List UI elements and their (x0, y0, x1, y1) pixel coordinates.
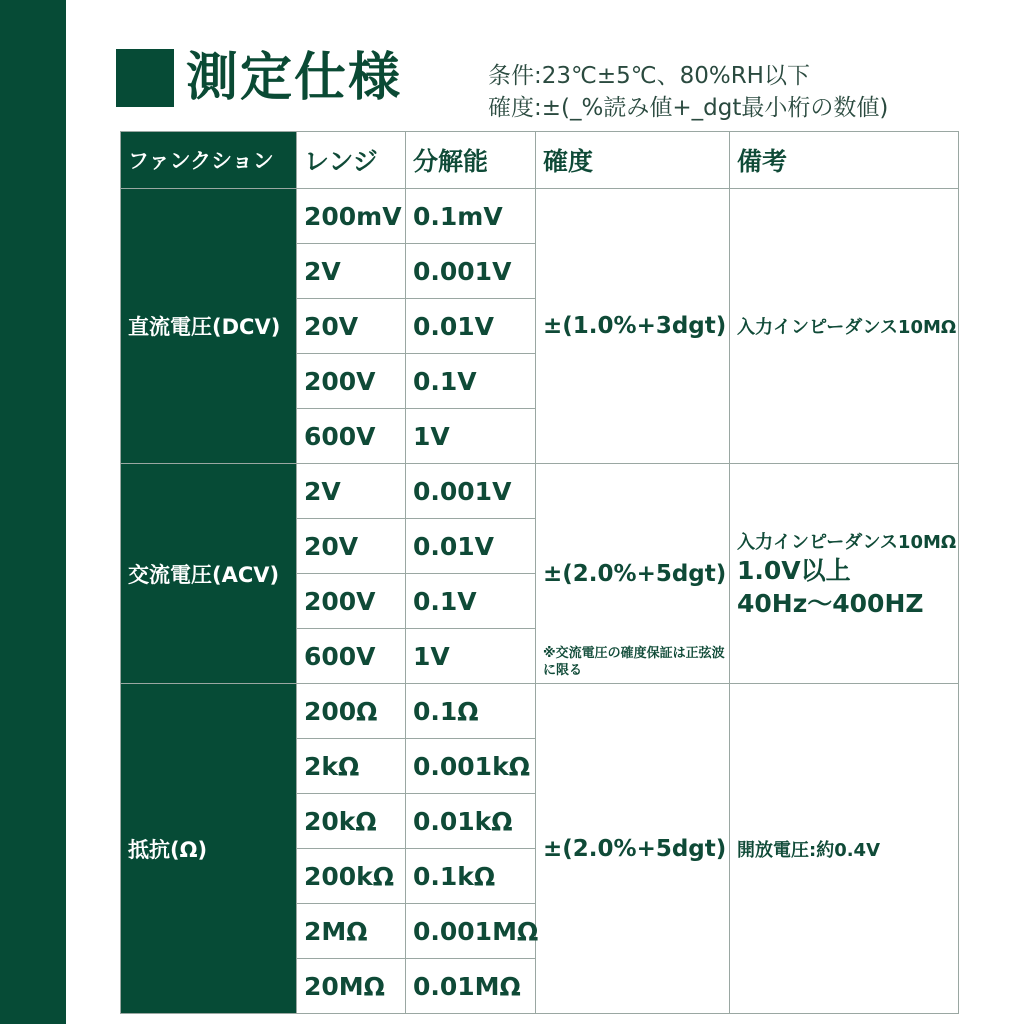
range-cell: 200mV (297, 189, 406, 244)
range-cell: 600V (297, 629, 406, 684)
conditions-block (488, 60, 888, 124)
accuracy-value: ±(1.0%+3dgt) (543, 313, 727, 339)
accuracy-cell (536, 684, 730, 1014)
range-cell: 2V (297, 244, 406, 299)
resolution-cell: 0.001V (406, 464, 536, 519)
resolution-cell: 0.01V (406, 519, 536, 574)
remarks-cell (730, 464, 959, 684)
accuracy-value: ±(2.0%+5dgt) (543, 835, 727, 862)
resolution-cell: 0.01kΩ (406, 794, 536, 849)
accuracy-wrapper (543, 464, 729, 683)
accuracy-value: ±(2.0%+5dgt) (543, 560, 727, 587)
conditions-line-1: 条件:23℃±5℃、80%RH以下 (488, 63, 810, 89)
header-resolution: 分解能 (406, 132, 536, 189)
accuracy-cell (536, 189, 730, 464)
range-cell: 600V (297, 409, 406, 464)
range-cell: 200V (297, 354, 406, 409)
remarks-line: 40Hz～400HZ (737, 588, 924, 618)
resolution-cell: 1V (406, 629, 536, 684)
table-row (121, 684, 959, 739)
resolution-cell: 0.1kΩ (406, 849, 536, 904)
resolution-cell: 0.1Ω (406, 684, 536, 739)
remarks-cell (730, 189, 959, 464)
resolution-cell: 0.001kΩ (406, 739, 536, 794)
table-header-row (121, 132, 959, 189)
function-cell: 抵抗(Ω) (121, 684, 297, 1014)
range-cell: 2MΩ (297, 904, 406, 959)
left-accent-bar (0, 0, 66, 1024)
title-marker-square (116, 49, 174, 107)
resolution-cell: 0.01MΩ (406, 959, 536, 1014)
spec-table-body (121, 189, 959, 1014)
resolution-cell: 0.001MΩ (406, 904, 536, 959)
range-cell: 20kΩ (297, 794, 406, 849)
table-row (121, 464, 959, 519)
resolution-cell: 0.1V (406, 354, 536, 409)
range-cell: 2V (297, 464, 406, 519)
remarks-line: 入力インピーダンス10MΩ (737, 317, 957, 338)
table-row (121, 189, 959, 244)
resolution-cell: 0.1V (406, 574, 536, 629)
accuracy-wrapper (543, 684, 729, 1013)
header-function: ファンクション (121, 132, 297, 189)
function-cell: 交流電圧(ACV) (121, 464, 297, 684)
range-cell: 200Ω (297, 684, 406, 739)
header-range: レンジ (297, 132, 406, 189)
range-cell: 200kΩ (297, 849, 406, 904)
header-accuracy: 確度 (536, 132, 730, 189)
range-cell: 20V (297, 519, 406, 574)
function-cell: 直流電圧(DCV) (121, 189, 297, 464)
resolution-cell: 1V (406, 409, 536, 464)
remarks-cell (730, 684, 959, 1014)
accuracy-footnote: ※交流電圧の確度保証は正弦波に限る (543, 646, 725, 678)
conditions-line-2: 確度:±(_%読み値+_dgt最小桁の数値) (488, 95, 889, 121)
resolution-cell: 0.01V (406, 299, 536, 354)
range-cell: 200V (297, 574, 406, 629)
remarks-line: 1.0V以上 (737, 555, 851, 585)
range-cell: 20MΩ (297, 959, 406, 1014)
page-title: 測定仕様 (186, 48, 403, 108)
resolution-cell: 0.1mV (406, 189, 536, 244)
range-cell: 20V (297, 299, 406, 354)
remarks-line: 入力インピーダンス10MΩ (737, 531, 957, 553)
header-remarks: 備考 (730, 132, 959, 189)
accuracy-cell (536, 464, 730, 684)
resolution-cell: 0.001V (406, 244, 536, 299)
range-cell: 2kΩ (297, 739, 406, 794)
accuracy-wrapper (543, 189, 729, 463)
remarks-line: 開放電圧:約0.4V (737, 839, 881, 861)
spec-table (120, 131, 959, 1014)
